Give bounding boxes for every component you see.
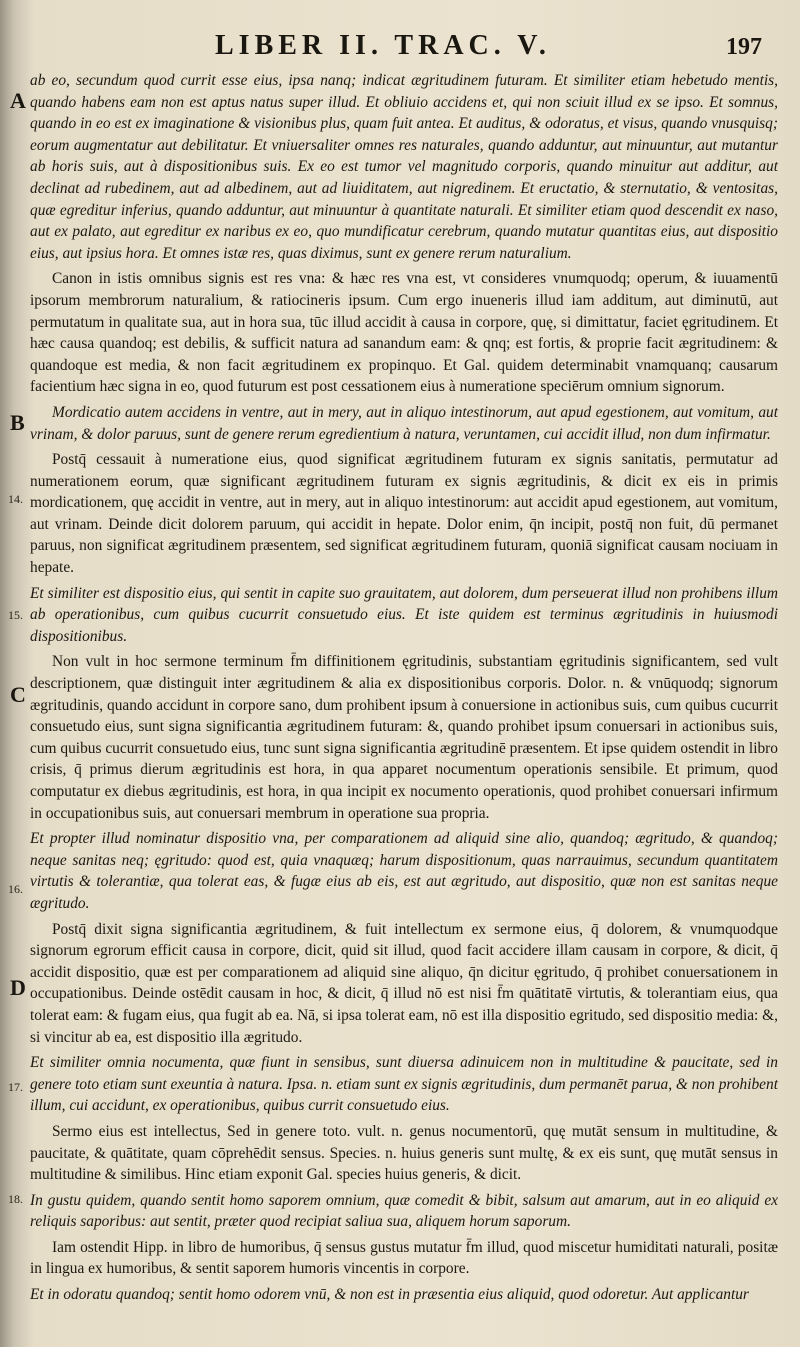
margin-letter-c: C (10, 682, 26, 707)
text-paragraph-9: Et similiter omnia nocumenta, quæ fiunt in sensibus, sunt diuersa adinuicem non in multitudine & paucitate, sed in genere toto etiam sunt exeuntia à natura. Ipsa. n. etiam sunt ex signis ægritudinis, dum permanēt parua, & non prohibent illum, cui accidunt, ex operationibus, quibus currit consuetudo eius. (30, 1054, 778, 1115)
text-paragraph-13: Et in odoratu quandoq; sentit homo odorem vnū, & non est in præsentia eius aliquid, quod odoretur. Aut applicantur (30, 1286, 749, 1304)
margin-letter-b: B (10, 410, 25, 435)
text-paragraph-6: Non vult in hoc sermone terminum f̄m diffinitionem ęgritudinis, substantiam ęgritudinis significantem, sed vult descriptionem, quæ distinguit inter ægritudinem & alia ex dispositionibus corporis. Dolor. n. & vnūquodq; signorum ægritudinis, quando accidunt in corpore sano, dum prohibent ipsum à conuersione in actionibus suis, cum quibus cucurrit consuetudo eius, sunt signa significantia ægritudinem futuram: &, quando prohibet ipsum conuersari in actionibus suis, cum quibus cucurrit consuetudo eius, tunc sunt signa significantia ægritudinē præsentem. Et ipse quidem ostendit in libro crisis, q̄ primus dierum ægritudinis est hora, in qua apparet nocumentum operationis sensibile. Et primum, quod computatur ex diebus ægritudinis, est hora, in qua incipit ex nocumento operationis, quod prohibet conuersari infirmum in occupationibus suis, aut conuersari membrum in operatione sua propria. (30, 653, 778, 822)
text-paragraph-7: Et propter illud nominatur dispositio vna, per comparationem ad aliquid sine alio, quandoq; ægritudo, & quandoq; neque sanitas neq; ęgritudo: quod est, quia vnaquæq; harum dispositionum, quas narrauimus, secundum quantitatem virtutis & tolerantiæ, qua tolerat eas, & fugæ eius ab eis, est aut ægritudo, aut dispositio, quæ non est sanitas neque ægritudo. (30, 830, 778, 912)
margin-number-18: 18. (8, 1192, 23, 1206)
margin-number-17: 17. (8, 1080, 23, 1094)
text-paragraph-2: Canon in istis omnibus signis est res vna: & hæc res vna est, vt consideres vnumquodq; operum, & iuuamentū ipsorum membrorum naturalium, & ratiocineris ipsum. Cum ergo inueneris illud iam additum, aut diminutū, aut permutatum in qualitate sua, aut in hora sua, tūc illud accidit à causa in corpore, quę, si dimittatur, faciet ęgritudinem. Et hæc causa quandoq; est debilis, & sufficit natura ad sanandum eam: & qnq; est fortis, & proprie facit ægritudinem: & quandoque est media, & non facit ægritudinem ex propinquo. Et Gal. quidem determinabit vnamquanq; causarum facientium hæc signa in eo, quod futurum est post cessationem eius à numeratione speciērum omnium signorum. (30, 270, 778, 396)
text-paragraph-4: Postq̄ cessauit à numeratione eius, quod significat ægritudinem futuram ex signis sanitatis, permutatur ad numerationem eorum, quæ significant ægritudinem futuram ex signis ægritudinis, & dicit ex eis in primis mordicationem, quę accidit in ventre, aut in mery, aut in aliquo intestinorum: aut accidit apud egestionem, aut vomitum, aut vrinam. Deinde dicit dolorem paruum, qui accidit in hepate. Dolor enim, q̄n incipit, postq̄ non fuit, dū permanet paruus, non significat ægritudinem præsentem, sed significat ægritudinem futuram, quoniā significat causam nociuam in hepate. (30, 451, 778, 577)
main-text-column (30, 70, 778, 1310)
margin-number-16: 16. (8, 882, 23, 896)
text-paragraph-3: Mordicatio autem accidens in ventre, aut in mery, aut in aliquo intestinorum, aut apud egestionem, aut vomitum, aut vrinam, & dolor paruus, sunt de genere rerum egredientium à natura, veruntamen, cui accidit illud, non dum infirmatur. (30, 403, 778, 443)
text-paragraph-1: ab eo, secundum quod currit esse eius, ipsa nanq; indicat ægritudinem futuram. Et similiter etiam hebetudo mentis, quando habens eam non est aptus natus super illud. Et obliuio accidens et, qui non sciuit illud ex se ipso. Et somnus, quando in eo est ex imaginatione & visionibus plus, quam fuit antea. Et auditus, & odoratus, et visus, quando vnusquisq; eorum augmentatur aut debilitatur. Et vniuersaliter omnes res naturales, quando adduntur, aut minuuntur, aut mutantur ab horis suis, aut à dispositionibus suis. Ex eo est tumor vel magnitudo corporis, quando minuitur aut additur, aut declinat ad rubedinem, aut ad albedinem, aut ad liuiditatem, aut nigredinem. Et eructatio, & sternutatio, & ventositas, quæ egreditur inferius, quando adduntur, aut minuuntur à quantitate naturali. Et similiter etiam quod descendit ex naso, aut ex palato, aut egreditur ex naribus ex eo, quo mundificatur cerebrum, quando mutatur quantitas eius, aut dispositio eius, aut ipsius hora. Et omnes istæ res, quas diximus, sunt ex genere rerum naturalium. (30, 72, 778, 262)
text-paragraph-8: Postq̄ dixit signa significantia ægritudinem, & fuit intellectum ex sermone eius, q̄ dolorem, & vnumquodque signorum egrorum efficit causa in corpore, dicit, quid sit illud, quod facit accidere illam causam in corpore, & dicit, q̄ accidit dispositio, quæ est per comparationem ad aliquid sine aliquo, q̄n dicitur ęgritudo, q̄ prohibet conuersationem in occupationibus. Deinde ostēdit causam in hoc, & dicit, q̄ illud nō est nisi f̄m quātitatē virtutis, & tolerantiam eius, qua tolerat eam: & fugam eius, qua fugit ab ea. Nā, si ipsa tolerat eam, nō est illa dispositio egritudo, sed dispositio media: &, si vincitur ab ea, est dispositio illa ægritudo. (30, 920, 778, 1046)
margin-letter-d: D (10, 975, 26, 1000)
page-number: 197 (726, 34, 762, 60)
text-paragraph-5: Et similiter est dispositio eius, qui sentit in capite suo grauitatem, aut dolorem, dum perseuerat illud non prohibens illum ab operationibus, cum quibus cucurrit consuetudo eius. Et iste quidem est terminus ægritudinis in huiusmodi dispositionibus. (30, 584, 778, 645)
text-paragraph-11: In gustu quidem, quando sentit homo saporem omnium, quæ comedit & bibit, salsum aut amarum, aut in eo aliquid ex reliquis saporibus: aut sentit, præter quod recipiat saliua sua, aliquem horum saporum. (30, 1191, 778, 1231)
text-paragraph-10: Sermo eius est intellectus, Sed in genere toto. vult. n. genus nocumentorū, quę mutāt sensum in multitudine, & paucitate, & quātitate, quam cōprehēdit sensus. Species. n. huius generis sunt multę, & ex eis sunt, quę mutāt sensus in multitudine & similibus. Hinc etiam exponit Gal. species huius generis, & dicit. (30, 1122, 778, 1184)
margin-number-14: 14. (8, 492, 23, 506)
text-paragraph-12: Iam ostendit Hipp. in libro de humoribus, q̄ sensus gustus mutatur f̄m illud, quod miscetur humiditati naturali, positæ in lingua ex humoribus, & sentit saporem humoris vincentis in corpore. (30, 1238, 778, 1278)
running-head: LIBER II. TRAC. V. (215, 30, 551, 61)
margin-number-15: 15. (8, 608, 23, 622)
margin-letter-a: A (10, 88, 26, 113)
